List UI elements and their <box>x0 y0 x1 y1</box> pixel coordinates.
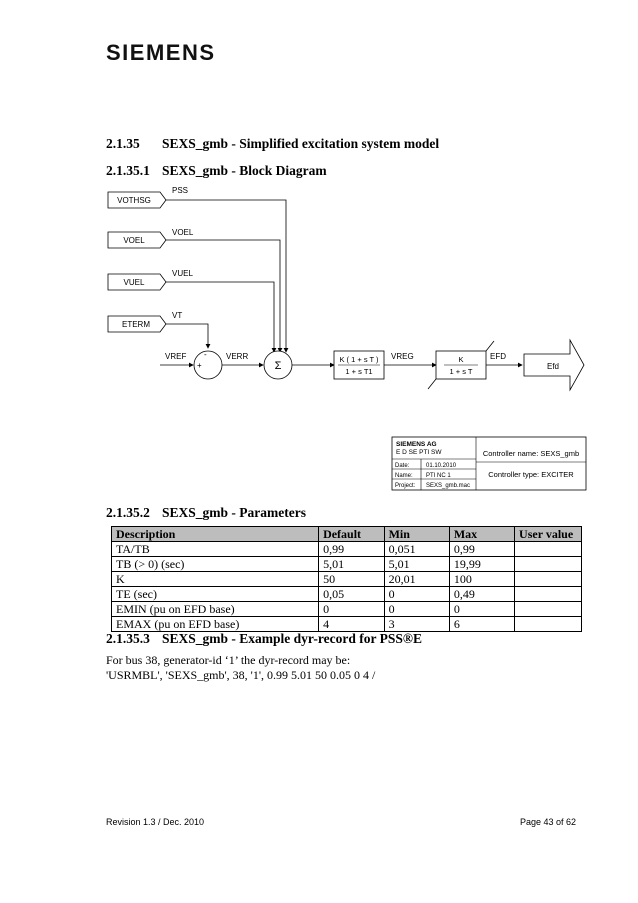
tb-project: SEXS_gmb.mac <box>426 483 471 489</box>
dyr-intro-text: For bus 38, generator-id ‘1’ the dyr-record may be: <box>106 653 351 667</box>
vreg-label: VREG <box>391 352 414 361</box>
section-title: SEXS_gmb - Simplified excitation system model <box>162 136 440 151</box>
sign-plus: + <box>197 361 202 370</box>
table-cell: 20,01 <box>384 572 449 587</box>
table-cell: 0 <box>384 587 449 602</box>
section-number: 2.1.35.1 <box>106 163 150 178</box>
table-cell-user-value <box>515 542 582 557</box>
tb-project-label: Project: <box>395 483 416 489</box>
col-header-default: Default <box>319 527 385 542</box>
tb-controller-type: Controller type: EXCITER <box>488 470 574 479</box>
parameters-table <box>111 526 582 632</box>
input-label: VOTHSG <box>117 196 151 205</box>
section-number: 2.1.35.3 <box>106 631 150 646</box>
footer-revision: Revision 1.3 / Dec. 2010 <box>106 817 205 827</box>
table-cell: TA/TB <box>112 542 319 557</box>
tb-dept: E D SE PTI SW <box>396 449 442 456</box>
table-cell-user-value <box>515 572 582 587</box>
exciter-numerator: K <box>458 355 464 364</box>
table-cell: 50 <box>319 572 385 587</box>
tb-name-label: Name: <box>395 473 413 479</box>
table-cell-user-value <box>515 602 582 617</box>
table-row <box>112 602 582 617</box>
table-cell: TB (> 0) (sec) <box>112 557 319 572</box>
table-row <box>112 557 582 572</box>
input-label: ETERM <box>122 320 150 329</box>
section-title: SEXS_gmb - Block Diagram <box>162 163 327 178</box>
table-cell: 0 <box>319 602 385 617</box>
col-header-min: Min <box>384 527 449 542</box>
vref-label: VREF <box>165 352 187 361</box>
signal-label-vt: VT <box>172 311 183 320</box>
input-label: VOEL <box>123 236 145 245</box>
table-cell: 3 <box>384 617 449 632</box>
sigma-symbol: Σ <box>274 360 282 372</box>
tb-date: 01.10.2010 <box>426 463 457 469</box>
table-row <box>112 587 582 602</box>
table-cell: 0,49 <box>449 587 514 602</box>
tb-company: SIEMENS AG <box>396 441 437 448</box>
tb-date-label: Date: <box>395 463 410 469</box>
dyr-record-text: 'USRMBL', 'SEXS_gmb', 38, '1', 0.99 5.01 50 0.05 0 4 / <box>106 668 376 682</box>
table-cell: 0,051 <box>384 542 449 557</box>
footer-page-number: Page 43 of 62 <box>520 817 577 827</box>
table-cell: EMAX (pu on EFD base) <box>112 617 319 632</box>
output-label: Efd <box>546 362 560 371</box>
table-cell: 4 <box>319 617 385 632</box>
section-heading-dyr <box>106 631 422 647</box>
table-cell-user-value <box>515 557 582 572</box>
col-header-max: Max <box>449 527 514 542</box>
signal-label-pss: PSS <box>172 186 189 195</box>
section-number: 2.1.35 <box>106 136 140 151</box>
col-header-user-value: User value <box>515 527 582 542</box>
sign-minus: - <box>204 350 207 359</box>
table-cell: 19,99 <box>449 557 514 572</box>
table-cell: 0 <box>449 602 514 617</box>
table-cell: 100 <box>449 572 514 587</box>
table-cell: EMIN (pu on EFD base) <box>112 602 319 617</box>
table-cell: K <box>112 572 319 587</box>
table-row <box>112 542 582 557</box>
input-label: VUEL <box>123 278 145 287</box>
table-cell: 5,01 <box>319 557 385 572</box>
col-header-description: Description <box>112 527 319 542</box>
table-cell: TE (sec) <box>112 587 319 602</box>
tb-name: PTI NC 1 <box>426 473 451 479</box>
section-number: 2.1.35.2 <box>106 505 150 520</box>
section-title: SEXS_gmb - Parameters <box>162 505 306 520</box>
signal-label-voel: VOEL <box>172 228 194 237</box>
signal-label-vuel: VUEL <box>172 269 193 278</box>
section-title: SEXS_gmb - Example dyr-record for PSS®E <box>162 631 422 646</box>
section-heading-parameters <box>106 505 306 521</box>
table-cell: 0,99 <box>449 542 514 557</box>
tb-controller-name: Controller name: SEXS_gmb <box>482 449 580 458</box>
lead-lag-denominator: 1 + s T1 <box>345 367 373 376</box>
table-header-row <box>112 527 582 542</box>
efd-signal-label: EFD <box>490 352 506 361</box>
table-cell: 0,99 <box>319 542 385 557</box>
table-cell: 0,05 <box>319 587 385 602</box>
table-cell: 0 <box>384 602 449 617</box>
table-cell-user-value <box>515 617 582 632</box>
exciter-denominator: 1 + s T <box>449 367 473 376</box>
siemens-logo: SIEMENS <box>106 40 216 65</box>
table-row <box>112 617 582 632</box>
table-cell: 5,01 <box>384 557 449 572</box>
table-cell-user-value <box>515 587 582 602</box>
table-cell: 6 <box>449 617 514 632</box>
verr-label: VERR <box>226 352 249 361</box>
table-row <box>112 572 582 587</box>
lead-lag-numerator: K ( 1 + s T ) <box>339 355 379 364</box>
title-block <box>392 437 586 490</box>
